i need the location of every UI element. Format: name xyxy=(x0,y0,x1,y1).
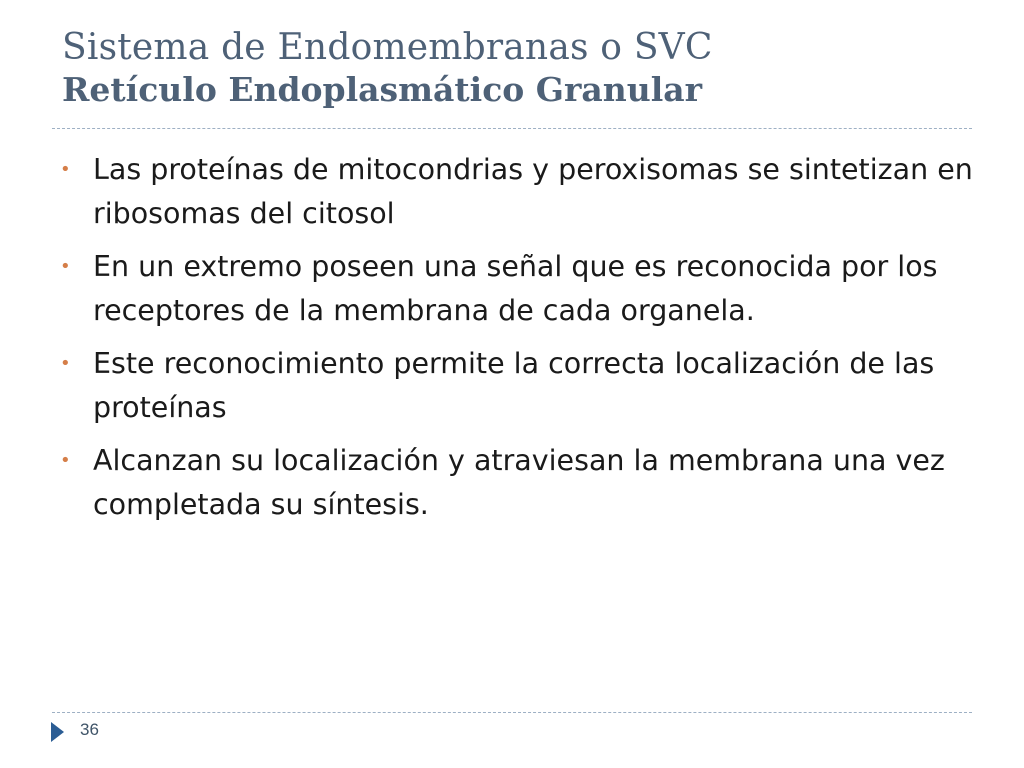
list-item xyxy=(58,245,978,333)
play-arrow-icon xyxy=(51,722,64,742)
bullet-dot-icon: • xyxy=(60,159,71,180)
title-divider xyxy=(52,128,972,129)
bullet-dot-icon: • xyxy=(60,450,71,471)
list-item xyxy=(58,148,978,236)
slide-title xyxy=(62,26,982,110)
bullet-text: En un extremo poseen una señal que es reconocida por los receptores de la membrana de cada organela. xyxy=(93,250,938,327)
bullet-text: Este reconocimiento permite la correcta localización de las proteínas xyxy=(93,347,935,424)
bullet-text: Alcanzan su localización y atraviesan la membrana una vez completada su síntesis. xyxy=(93,444,945,521)
bullet-list xyxy=(58,148,978,536)
bullet-dot-icon: • xyxy=(60,256,71,277)
title-subtitle: Retículo Endoplasmático Granular xyxy=(62,69,703,109)
bullet-text: Las proteínas de mitocondrias y peroxisomas se sintetizan en ribosomas del citosol xyxy=(93,153,973,230)
bullet-dot-icon: • xyxy=(60,353,71,374)
footer-divider xyxy=(52,712,972,713)
list-item xyxy=(58,342,978,430)
title-main: Sistema de Endomembranas o SVC xyxy=(62,27,713,68)
list-item xyxy=(58,439,978,527)
page-number: 36 xyxy=(80,720,99,739)
